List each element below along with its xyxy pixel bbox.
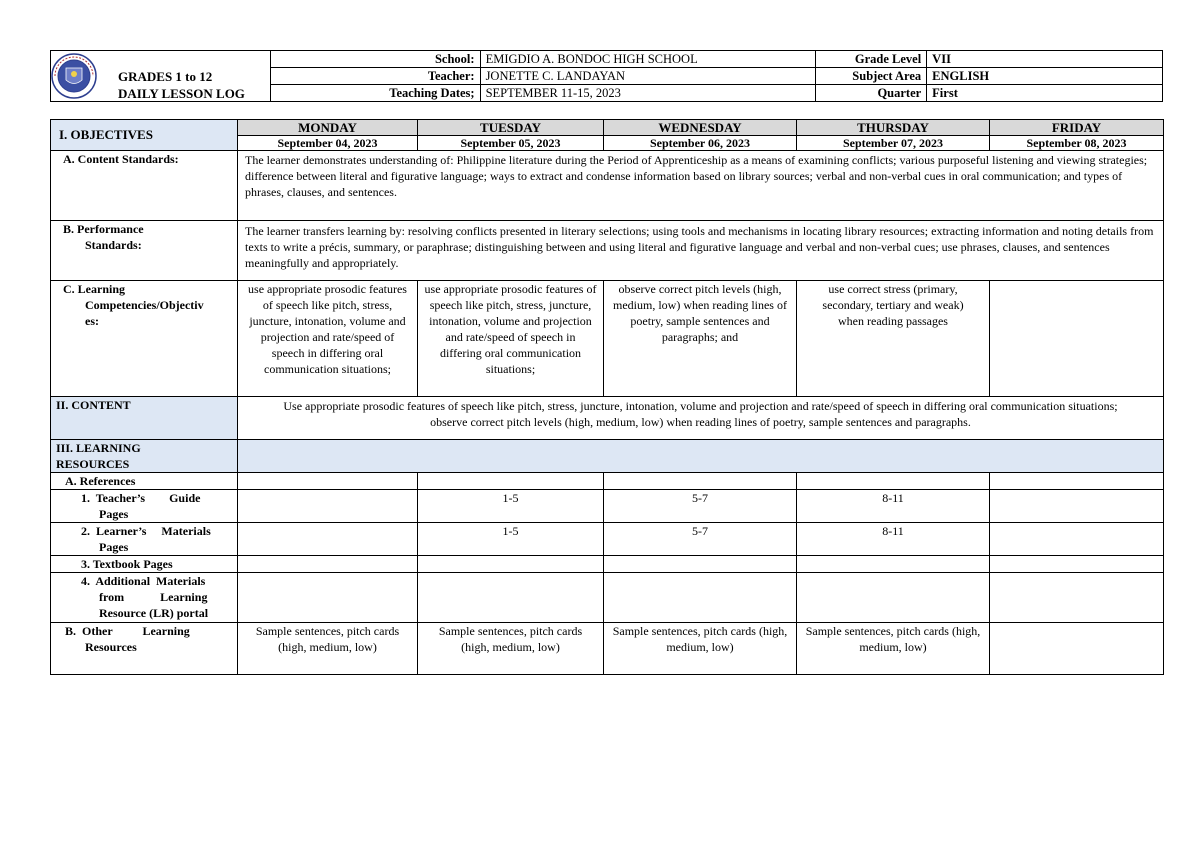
other-wednesday: Sample sentences, pitch cards (high, medium, low) bbox=[604, 623, 797, 675]
content-standards-label bbox=[51, 151, 238, 221]
content-standards-text: The learner demonstrates understanding of: Philippine literature during the Period of Apprenticeship as a means of examining conflicts; various purposeful listening and viewing strategies; difference between literal and figurative language; ways to extract and condense information based on library sources; verbal and non-verbal cues in oral communication; and types of phrases, clauses, and sentences. bbox=[238, 151, 1164, 221]
lm-monday bbox=[238, 523, 418, 556]
references-monday bbox=[238, 473, 418, 490]
grade-level-label: Grade Level bbox=[816, 51, 927, 68]
competency-wednesday: observe correct pitch levels (high, medium, low) when reading lines of poetry, sample sentences and paragraphs; and bbox=[604, 281, 797, 397]
tg-wednesday: 5-7 bbox=[604, 490, 797, 523]
competencies-label bbox=[51, 281, 238, 397]
teacher-value: JONETTE C. LANDAYAN bbox=[480, 68, 816, 85]
subject-area-value: ENGLISH bbox=[927, 68, 1163, 85]
content-text: Use appropriate prosodic features of speech like pitch, stress, juncture, intonation, volume and projection and rate/speed of speech in differing oral communication situations; observe correct pitch levels (high, medium, low) when reading lines of poetry, sample sentences and paragraphs. bbox=[238, 397, 1164, 440]
references-thursday bbox=[797, 473, 990, 490]
day-friday: FRIDAY bbox=[990, 120, 1164, 136]
school-value: EMIGDIO A. BONDOC HIGH SCHOOL bbox=[480, 51, 816, 68]
other-resources-label-a: B. Other Learning bbox=[65, 624, 190, 638]
header-table bbox=[50, 50, 1163, 102]
additional-materials-label bbox=[51, 573, 238, 623]
textbook-wednesday bbox=[604, 556, 797, 573]
tg-thursday: 8-11 bbox=[797, 490, 990, 523]
references-tuesday bbox=[418, 473, 604, 490]
teaching-dates-value: SEPTEMBER 11-15, 2023 bbox=[480, 85, 816, 102]
daily-lesson-log-label: DAILY LESSON LOG bbox=[118, 86, 245, 101]
references-label-text: A. References bbox=[65, 474, 136, 488]
additional-friday bbox=[990, 573, 1164, 623]
tg-tuesday: 1-5 bbox=[418, 490, 604, 523]
date-friday: September 08, 2023 bbox=[990, 136, 1164, 151]
performance-standards-label-a: B. Performance bbox=[63, 222, 144, 236]
competency-thursday: use correct stress (primary, secondary, tertiary and weak) when reading passages bbox=[797, 281, 990, 397]
textbook-pages-label-text: 3. Textbook Pages bbox=[81, 557, 173, 571]
grades-log-title bbox=[118, 68, 245, 102]
other-friday bbox=[990, 623, 1164, 675]
learning-resources-label-a: III. LEARNING bbox=[56, 441, 141, 455]
lm-friday bbox=[990, 523, 1164, 556]
quarter-label: Quarter bbox=[816, 85, 927, 102]
tg-friday bbox=[990, 490, 1164, 523]
learners-materials-label bbox=[51, 523, 238, 556]
textbook-pages-label bbox=[51, 556, 238, 573]
lm-thursday: 8-11 bbox=[797, 523, 990, 556]
other-monday: Sample sentences, pitch cards (high, medium, low) bbox=[238, 623, 418, 675]
other-resources-label-b: Resources bbox=[85, 640, 137, 654]
lm-wednesday: 5-7 bbox=[604, 523, 797, 556]
teaching-dates-label: Teaching Dates; bbox=[270, 85, 480, 102]
school-label: School: bbox=[270, 51, 480, 68]
additional-monday bbox=[238, 573, 418, 623]
teachers-guide-label-a: 1. Teacher’s Guide bbox=[81, 491, 201, 505]
learning-resources-label bbox=[51, 440, 238, 473]
competency-friday bbox=[990, 281, 1164, 397]
additional-thursday bbox=[797, 573, 990, 623]
logo-cell bbox=[51, 51, 271, 102]
competencies-label-c: es: bbox=[85, 314, 99, 328]
teachers-guide-label bbox=[51, 490, 238, 523]
references-wednesday bbox=[604, 473, 797, 490]
competency-monday: use appropriate prosodic features of speech like pitch, stress, juncture, intonation, volume and projection and rate/speed of speech in differing oral communication situations; bbox=[238, 281, 418, 397]
competency-tuesday: use appropriate prosodic features of speech like pitch, stress, juncture, intonation, volume and projection and rate/speed of speech in differing oral communication situations; bbox=[418, 281, 604, 397]
objectives-heading: I. OBJECTIVES bbox=[51, 120, 238, 151]
lesson-log-table bbox=[50, 119, 1164, 675]
day-monday: MONDAY bbox=[238, 120, 418, 136]
references-friday bbox=[990, 473, 1164, 490]
date-monday: September 04, 2023 bbox=[238, 136, 418, 151]
learners-materials-label-a: 2. Learner’s Materials bbox=[81, 524, 211, 538]
performance-standards-text: The learner transfers learning by: resolving conflicts presented in literary selections; using tools and mechanisms in locating library resources; extracting information and noting details from texts to write a précis, summary, or paraphrase; distinguishing between and using literal and figurative language and verbal and non-verbal cues; use phrases, clauses, and sentences meaningfully and appropriately. bbox=[238, 221, 1164, 281]
date-thursday: September 07, 2023 bbox=[797, 136, 990, 151]
textbook-friday bbox=[990, 556, 1164, 573]
competencies-label-a: C. Learning bbox=[63, 282, 126, 296]
additional-tuesday bbox=[418, 573, 604, 623]
content-standards-label-text: A. Content Standards: bbox=[63, 152, 179, 166]
textbook-thursday bbox=[797, 556, 990, 573]
content-label: II. CONTENT bbox=[51, 397, 238, 440]
quarter-value: First bbox=[927, 85, 1163, 102]
teacher-label: Teacher: bbox=[270, 68, 480, 85]
additional-wednesday bbox=[604, 573, 797, 623]
other-tuesday: Sample sentences, pitch cards (high, medium, low) bbox=[418, 623, 604, 675]
additional-materials-label-c: Resource (LR) portal bbox=[99, 606, 209, 620]
competencies-label-b: Competencies/Objectiv bbox=[85, 298, 204, 312]
tg-monday bbox=[238, 490, 418, 523]
date-wednesday: September 06, 2023 bbox=[604, 136, 797, 151]
performance-standards-label-b: Standards: bbox=[85, 238, 142, 252]
performance-standards-label bbox=[51, 221, 238, 281]
textbook-monday bbox=[238, 556, 418, 573]
learning-resources-band bbox=[238, 440, 1164, 473]
day-wednesday: WEDNESDAY bbox=[604, 120, 797, 136]
textbook-tuesday bbox=[418, 556, 604, 573]
learners-materials-label-b: Pages bbox=[99, 540, 129, 554]
other-thursday: Sample sentences, pitch cards (high, medium, low) bbox=[797, 623, 990, 675]
grades-label: GRADES 1 to 12 bbox=[118, 69, 213, 84]
other-resources-label bbox=[51, 623, 238, 675]
day-tuesday: TUESDAY bbox=[418, 120, 604, 136]
learning-resources-label-b: RESOURCES bbox=[56, 457, 130, 471]
teachers-guide-label-b: Pages bbox=[99, 507, 129, 521]
grade-level-value: VII bbox=[927, 51, 1163, 68]
subject-area-label: Subject Area bbox=[816, 68, 927, 85]
additional-materials-label-b: from Learning bbox=[99, 590, 208, 604]
date-tuesday: September 05, 2023 bbox=[418, 136, 604, 151]
day-thursday: THURSDAY bbox=[797, 120, 990, 136]
additional-materials-label-a: 4. Additional Materials bbox=[81, 574, 206, 588]
references-label bbox=[51, 473, 238, 490]
deped-seal-icon bbox=[51, 53, 97, 99]
lm-tuesday: 1-5 bbox=[418, 523, 604, 556]
